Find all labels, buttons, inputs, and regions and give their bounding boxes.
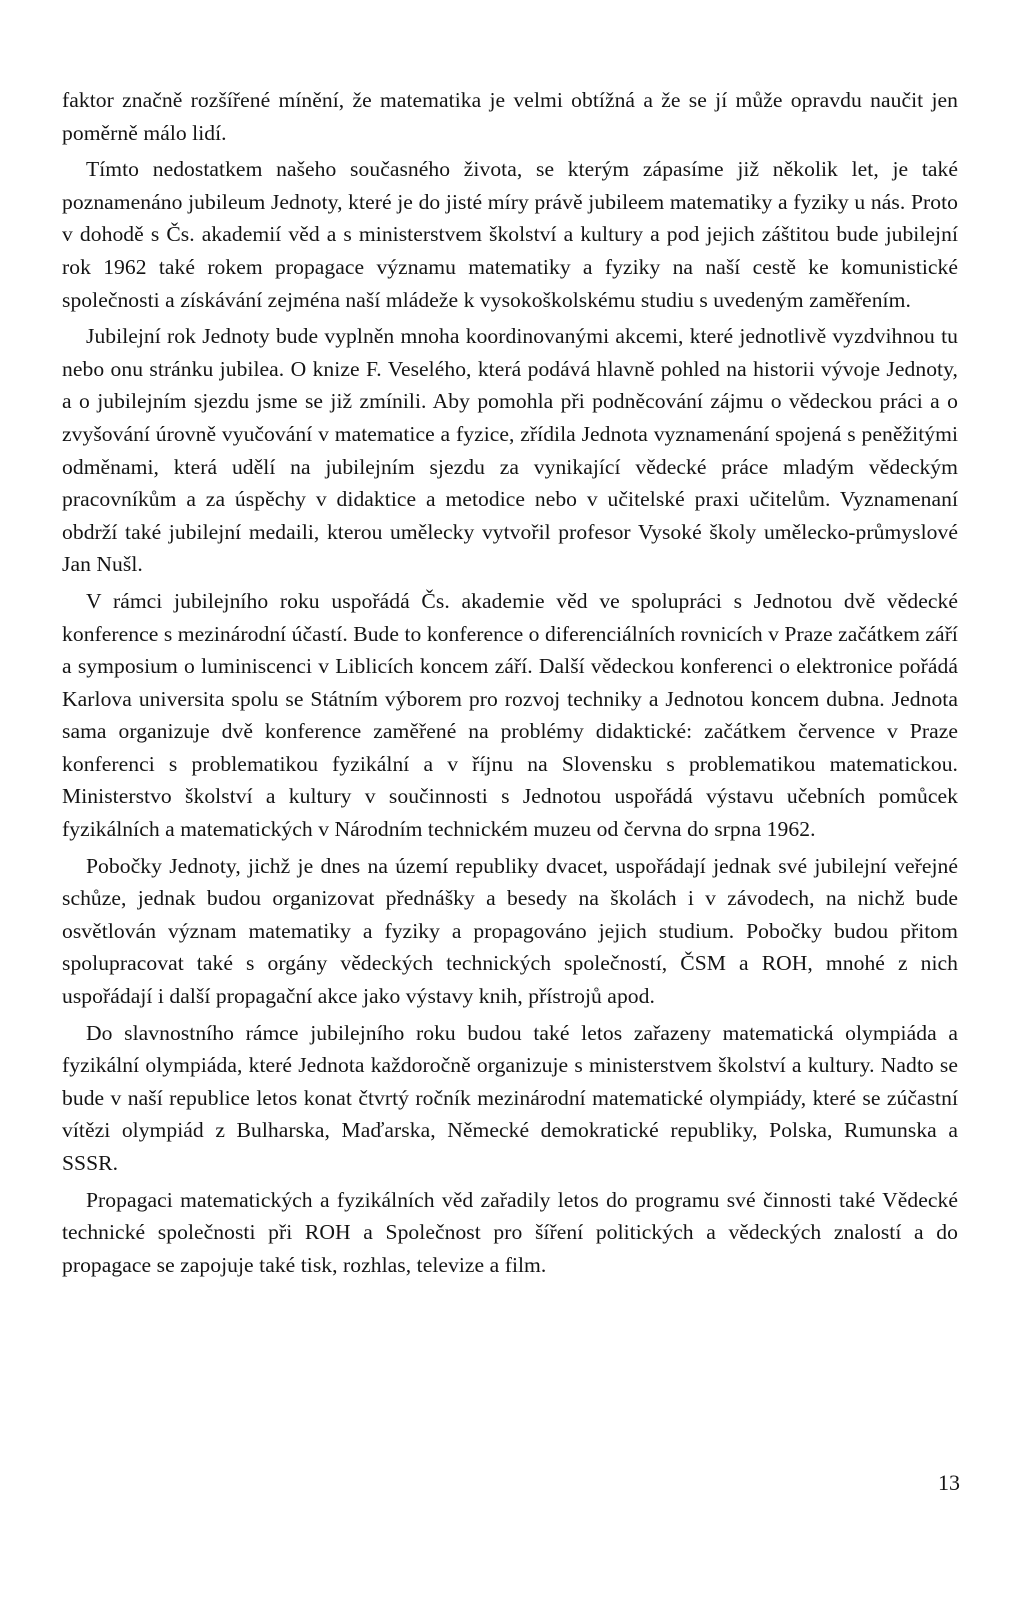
paragraph-2: Tímto nedostatkem našeho současného života, se kterým zápasíme již několik let, je také poznamenáno jubileum Jednoty, které je do jisté míry právě jubileem matematiky a fyziky u nás. Proto v dohodě s Čs. akademií věd a s ministerstvem školství a kultury a pod jejich záštitou bude jubilejní rok 1962 také rokem propagace významu matematiky a fyziky na naší cestě ke komunistické společnosti a získávání zejména naší mládeže k vysokoškolskému studiu s uvedeným zaměřením. bbox=[62, 157, 958, 312]
body-text bbox=[62, 84, 958, 1285]
paragraph-7: Propagaci matematických a fyzikálních věd zařadily letos do programu své činnosti také Vědecké technické společnosti při ROH a Společnost pro šíření politických a vědeckých znalostí a do propagace se zapojuje také tisk, rozhlas, televize a film. bbox=[62, 1187, 958, 1277]
paragraph-4: V rámci jubilejního roku uspořádá Čs. akademie věd ve spolupráci s Jednotou dvě vědecké konference s mezinárodní účastí. Bude to konference o diferenciálních rovnicích v Praze začátkem září a symposium o luminiscenci v Liblicích koncem září. Další vědeckou konferenci o elektronice pořádá Karlova universita spolu se Státním výborem pro rozvoj techniky a Jednotou koncem dubna. Jednota sama organizuje dvě konference zaměřené na problémy didaktické: začátkem července v Praze konferenci s problematikou fyzikální a v říjnu na Slovensku s problematikou matematickou. Ministerstvo školství a kultury v součinnosti s Jednotou uspořádá výstavu učebních pomůcek fyzikálních a matematických v Národním technickém muzeu od června do srpna 1962. bbox=[62, 588, 958, 842]
paragraph-3: Jubilejní rok Jednoty bude vyplněn mnoha koordinovanými akcemi, které jednotlivě vyzdvihnou tu nebo onu stránku jubilea. O knize F. Veselého, která podává hlavně pohled na historii vývoje Jednoty, a o jubilejním sjezdu jsme se již zmínili. Aby pomohla při podněcování zájmu o vědeckou práci a o zvyšování úrovně vyučování v matematice a fyzice, zřídila Jednota vyznamenání spojená s peněžitými odměnami, která udělí na jubilejním sjezdu za vynikající vědecké práce mladým vědeckým pracovníkům a za úspěchy v didaktice a metodice nebo v učitelské praxi učitelům. Vyznamenaní obdrží také jubilejní medaili, kterou umělecky vytvořil profesor Vysoké školy umělecko-průmyslové Jan Nušl. bbox=[62, 324, 958, 577]
paragraph-5: Pobočky Jednoty, jichž je dnes na území republiky dvacet, uspořádají jednak své jubilejní veřejné schůze, jednak budou organizovat přednášky a besedy na školách i v závodech, na nichž bude osvětlován význam matematiky a fyziky a propagováno jejich studium. Pobočky budou přitom spolupracovat také s orgány vědeckých technických společností, ČSM a ROH, mnohé z nich uspořádají i další propagační akce jako výstavy knih, přístrojů apod. bbox=[62, 853, 958, 1009]
paragraph-6: Do slavnostního rámce jubilejního roku budou také letos zařazeny matematická olympiáda a fyzikální olympiáda, které Jednota každoročně organizuje s ministerstvem školství a kultury. Nadto se bude v naší republice letos konat čtvrtý ročník mezinárodní matematické olympiády, které se zúčastní vítězi olympiád z Bulharska, Maďarska, Německé demokratické republiky, Polska, Rumunska a SSSR. bbox=[62, 1020, 958, 1175]
paragraph-1: faktor značně rozšířené mínění, že matematika je velmi obtížná a že se jí může opravdu naučit jen poměrně málo lidí. bbox=[62, 88, 958, 145]
page-number: 13 bbox=[938, 1470, 960, 1495]
